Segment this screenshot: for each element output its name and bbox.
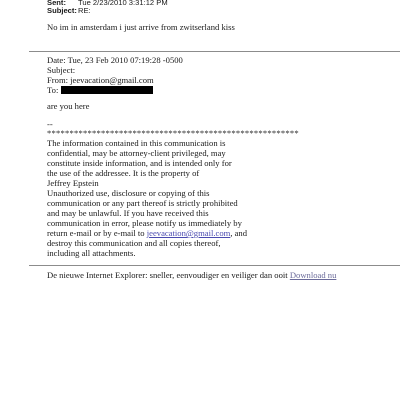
footer-ad xyxy=(47,270,336,280)
sent-value: Tue 2/23/2010 3:31:12 PM xyxy=(78,0,168,7)
disclaimer-line: including all attachments. xyxy=(47,248,136,258)
quoted-subject: Subject: xyxy=(47,65,76,75)
signature-dashes: -- xyxy=(47,119,53,129)
download-link[interactable]: Download nu xyxy=(289,270,337,280)
notify-text-end: , and xyxy=(230,228,248,238)
disclaimer-line: The information contained in this communication is xyxy=(47,138,226,148)
subject-label: Subject: xyxy=(47,6,77,15)
disclaimer-line: Unauthorized use, disclosure or copying of this xyxy=(47,188,210,198)
redaction-bar xyxy=(61,86,153,94)
disclaimer-line: the use of the addressee. It is the property of xyxy=(47,168,200,178)
notify-text: return e-mail or by e-mail to xyxy=(47,228,147,238)
disclaimer-line: confidential, may be attorney-client privileged, may xyxy=(47,148,226,158)
disclaimer-line: constitute inside information, and is intended only for xyxy=(47,158,232,168)
disclaimer-line: and may be unlawful. If you have received this xyxy=(47,208,209,218)
footer-divider xyxy=(29,265,400,266)
quoted-to xyxy=(47,85,153,95)
quoted-from: From: jeevacation@gmail.com xyxy=(47,75,154,85)
disclaimer-line: Jeffrey Epstein xyxy=(47,178,99,188)
email-link[interactable]: jeevacation@gmail.com xyxy=(146,228,231,238)
divider xyxy=(29,51,400,52)
reply-body: No im in amsterdam i just arrive from zwitserland kiss xyxy=(47,22,235,32)
signature-stars: ******************************************************** xyxy=(47,128,299,138)
sent-label: Sent: xyxy=(47,0,66,7)
quoted-date: Date: Tue, 23 Feb 2010 07:19:28 -0500 xyxy=(47,55,183,65)
quoted-body: are you here xyxy=(47,101,90,111)
disclaimer-line: destroy this communication and all copies thereof, xyxy=(47,238,221,248)
disclaimer-line: communication or any part thereof is strictly prohibited xyxy=(47,198,238,208)
subject-row xyxy=(47,7,91,15)
footer-text: De nieuwe Internet Explorer: sneller, eenvoudiger en veiliger dan ooit xyxy=(47,270,290,280)
subject-value: RE: xyxy=(78,6,91,15)
quoted-to-label: To: xyxy=(47,85,59,95)
disclaimer-line: communication in error, please notify us immediately by xyxy=(47,218,242,228)
disclaimer-notify-line xyxy=(47,228,247,238)
